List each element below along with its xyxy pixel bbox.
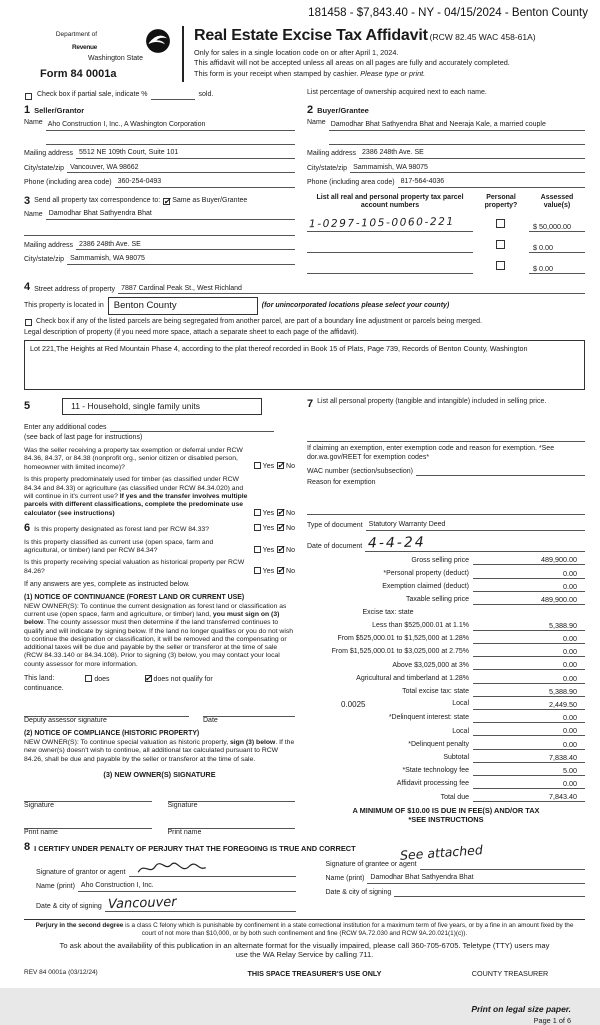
legal-description-field[interactable]: Lot 221,The Heights at Red Mountain Phase 4, according to the plat thereof recorded in Book 15 of Plats, Page 739, Records of Benton County, Washington: [24, 340, 585, 390]
current-use-question: [24, 539, 295, 556]
corr-mailing-label: Mailing address: [24, 241, 74, 249]
yes-label: Yes: [262, 546, 275, 554]
local-label: Local: [452, 699, 469, 707]
rcw-reference: (RCW 82.45 WAC 458-61A): [429, 32, 536, 43]
assessed-values-header: Assessed value(s): [540, 193, 574, 209]
county-treasurer-label: COUNTY TREASURER: [471, 968, 549, 978]
exemption-question-text: Was the seller receiving a property tax exemption or deferral under RCW 84.36, 84.37, or 84.38 (nonprofit org., senior citizen or disabled person, homeowner with limited income)?: [24, 447, 243, 471]
doc-date-field[interactable]: [365, 535, 585, 552]
same-as-buyer-label: Same as Buyer/Grantee: [172, 197, 248, 204]
assessed-value-field-1[interactable]: $ 50,000.00: [529, 222, 585, 232]
if-yes-note: If any answers are yes, complete as instructed below.: [24, 581, 190, 589]
minimum-due-note: [307, 806, 585, 824]
correspondence-heading: Send all property tax correspondence to:: [34, 197, 161, 204]
deputy-date-line[interactable]: [203, 706, 295, 717]
see-attached-handwritten: See attached: [399, 842, 483, 864]
does-not-label: does not qualify for: [153, 676, 213, 684]
deputy-assessor-row: [24, 706, 295, 726]
doc-date-handwritten: 4-4-24: [368, 534, 427, 552]
parties-row: [24, 100, 585, 188]
grantor-signature-scribble: [132, 861, 212, 876]
exemption-question: [24, 447, 295, 472]
technology-fee-value: 5.00: [473, 766, 585, 776]
timber-question-bold: If yes and the transfer involves multiple parcels with different classifications, complete the predominate use calculator (see instructions): [24, 493, 248, 517]
delinquent-interest-state-label: *Delinquent interest: state: [388, 714, 469, 722]
notice-compliance-title: (2) NOTICE OF COMPLIANCE (HISTORIC PROPERTY): [24, 730, 200, 738]
parcel-row-3: [307, 253, 585, 274]
delinquent-interest-state-value: 0.00: [473, 713, 585, 723]
alternate-format-note: To ask about the availability of this publication in an alternate format for the visually impaired, please call 360-705-6705. Teletype (TTY) users may use the WA Relay Service by calling 711.: [59, 940, 550, 959]
does-label: does: [94, 676, 110, 684]
legal-description-label: Legal description of property (if you need more space, attach a separate sheet to each page of the affidavit).: [24, 328, 359, 336]
grantee-date-city-field[interactable]: [394, 888, 585, 897]
historical-yes-checkbox[interactable]: [254, 567, 261, 574]
bracket-2-label: From $525,000.01 to $1,525,000 at 1.28%: [337, 635, 469, 643]
rev-number: REV 84 0001a (03/12/24): [24, 968, 98, 976]
forest-land-question: [24, 524, 295, 534]
new-owner-signature-line-2[interactable]: [168, 791, 296, 802]
signature-label: Signature: [24, 801, 54, 809]
parcel-row-1: [307, 211, 585, 232]
partial-sale-left: [24, 89, 307, 100]
section-3-number: 3: [24, 194, 31, 207]
agricultural-value: 0.00: [473, 674, 585, 684]
bracket-4-label: Above $3,025,000 at 3%: [392, 661, 469, 669]
parcel-number-field-3[interactable]: [307, 253, 473, 274]
deputy-date-label: Date: [203, 716, 218, 724]
land-does-not-checkbox[interactable]: [145, 675, 152, 682]
no-label: No: [286, 509, 295, 517]
same-as-buyer-checkbox[interactable]: [163, 198, 170, 205]
parcel-row-2: [307, 232, 585, 253]
personal-deduct-value: 0.00: [473, 569, 585, 579]
partial-sale-label: Check box if partial sale, indicate %: [37, 91, 148, 99]
historical-yes-no: [253, 567, 295, 577]
continuance-label: continuance.: [24, 684, 64, 692]
no-label: No: [286, 463, 295, 471]
new-owner-signature-row-1: [24, 791, 295, 811]
doc-date-label: Date of document: [307, 543, 363, 551]
grantor-signature-label: Signature of grantor or agent: [36, 868, 126, 876]
left-column: [24, 398, 307, 838]
header-note-1: Only for sales in a single location code on or after April 1, 2024.: [194, 47, 399, 57]
timber-question-normal: Is this property predominately used for timber (as classified under RCW 84.34 and 84.33) or agriculture (as classified under RCW 84.34.020) and will continue in it's current use?: [24, 476, 244, 501]
total-due-value: 7,843.40: [473, 792, 585, 802]
exemption-deduct-value: 0.00: [473, 582, 585, 592]
grantee-print-name-field[interactable]: Damodhar Bhat Sathyendra Bhat: [367, 874, 585, 884]
no-label: No: [286, 567, 295, 575]
type-or-print-note: Please type or print.: [360, 69, 426, 79]
partial-sale-checkbox[interactable]: [25, 93, 32, 100]
personal-deduct-label: *Personal property (deduct): [383, 569, 469, 577]
bracket-2-value: 0.00: [473, 634, 585, 644]
grantee-print-name-label: Name (print): [325, 875, 365, 883]
bracket-1-value: 5,388.90: [473, 621, 585, 631]
segregated-checkbox[interactable]: [25, 319, 32, 326]
section-1-seller: [24, 100, 307, 188]
buyer-csz-field[interactable]: Sammamish, WA 98075: [350, 164, 585, 174]
timber-yes-checkbox[interactable]: [254, 509, 261, 516]
total-state-value: 5,388.90: [473, 687, 585, 697]
personal-property-checkbox-1[interactable]: [496, 219, 505, 228]
notice2-text-c: . If the new owner(s) doesn't wish to continue, all additional tax calculated pursuant to RCW 84.26, shall be due and payable by the seller or transferor at the time of sale.: [24, 738, 295, 763]
land-qualify-row: [24, 675, 295, 685]
current-use-question-text: Is this property classified as current use (open space, farm and agricultural, or timber) land per RCW 84.34?: [24, 538, 214, 555]
partial-sale-percent-field[interactable]: [151, 89, 195, 100]
no-label: No: [286, 546, 295, 554]
dor-logo-block: [24, 26, 174, 82]
section-7-heading-row: [307, 398, 585, 412]
taxable-price-value: 489,900.00: [473, 595, 585, 605]
certify-statement: I CERTIFY UNDER PENALTY OF PERJURY THAT THE FOREGOING IS TRUE AND CORRECT: [34, 843, 356, 853]
subtotal-value: 7,838.40: [473, 753, 585, 763]
section-2-number: 2: [307, 104, 314, 116]
parcel-number-field-2[interactable]: [307, 232, 473, 253]
exemption-yes-checkbox[interactable]: [254, 462, 261, 469]
new-owner-print-row: [24, 818, 295, 838]
corr-mailing-field[interactable]: 2386 248th Ave. SE: [76, 241, 295, 251]
grantor-signature-field[interactable]: [129, 861, 296, 878]
notice-continuance-body: [24, 603, 295, 669]
exemption-deduct-label: Exemption claimed (deduct): [382, 582, 469, 590]
personal-property-heading: List all personal property (tangible and intangible) included in selling price.: [317, 397, 547, 405]
treasurer-stamp: 181458 - $7,843.40 - NY - 04/15/2024 - Benton County: [308, 7, 588, 19]
agricultural-label: Agricultural and timberland at 1.28%: [356, 674, 469, 682]
forest-land-question-text: Is this property designated as forest land per RCW 84.33?: [34, 526, 210, 534]
seller-mailing-label: Mailing address: [24, 150, 74, 158]
bracket-3-value: 0.00: [473, 647, 585, 657]
notice2-text-a: NEW OWNER(S): To continue special valuation as historic property,: [24, 738, 230, 746]
corr-blank-line[interactable]: [24, 225, 295, 236]
exemption-code-note: If claiming an exemption, enter exemption code and reason for exemption. *See dor.wa.gov/REET for exemption codes*: [307, 445, 555, 462]
legal-size-note: Print on legal size paper.: [471, 1003, 571, 1014]
buyer-name-label: Name: [307, 118, 326, 126]
delinquent-interest-local-value: 0.00: [473, 726, 585, 736]
section-4-property: [24, 281, 585, 390]
doc-type-label: Type of document: [307, 522, 363, 530]
new-owner-print-line-1[interactable]: [24, 818, 152, 829]
gross-price-label: Gross selling price: [411, 556, 469, 564]
grantor-signature-block: [24, 856, 314, 912]
dept-of-label: Department of: [55, 31, 97, 39]
taxable-price-label: Taxable selling price: [405, 596, 469, 604]
section-8-number: 8: [24, 841, 31, 854]
notice-continuance-title: (1) NOTICE OF CONTINUANCE (FOREST LAND OR CURRENT USE): [24, 594, 245, 602]
buyer-phone-field[interactable]: 817-564-4036: [398, 178, 585, 188]
land-does-checkbox[interactable]: [85, 675, 92, 682]
total-state-label: Total excise tax: state: [402, 688, 469, 695]
print-note-block: [24, 1004, 585, 1025]
grantor-print-name-field[interactable]: Aho Construction I, Inc.: [78, 882, 296, 892]
section-6-number: 6: [24, 522, 31, 535]
section-8-heading: [24, 841, 585, 855]
personal-property-header: Personal property?: [484, 193, 518, 209]
county-select[interactable]: Benton County: [108, 297, 258, 315]
form-title-block: [182, 26, 576, 82]
assessed-value-field-2[interactable]: $ 0.00: [529, 243, 585, 253]
grantee-signature-field[interactable]: [420, 861, 585, 870]
buyer-name-field[interactable]: Damodhar Bhat Sathyendra Bhat and Neeraja Kale, a married couple: [329, 119, 585, 145]
seller-csz-field[interactable]: Vancouver, WA 98662: [67, 164, 295, 174]
street-address-field[interactable]: 7887 Cardinal Peak St., West Richland: [118, 285, 585, 295]
bracket-1-label: Less than $525,000.01 at 1.1%: [372, 622, 469, 630]
wac-number-label: WAC number (section/subsection): [307, 467, 413, 475]
delinquent-penalty-value: 0.00: [473, 740, 585, 750]
segregated-label: Check box if any of the listed parcels are being segregated from another parcel, are part of a boundary line adjustment or parcels being merged.: [36, 318, 482, 326]
seller-phone-field[interactable]: 360-254-0493: [115, 178, 295, 188]
header-note-3: [194, 69, 576, 78]
buyer-phone-label: Phone (including area code): [307, 178, 395, 186]
notice1-text-a: NEW OWNER(S): To continue the current designation as forest land or classification as current use (open space, farm and agriculture, or timber) land,: [24, 602, 287, 618]
timber-question: [24, 476, 295, 518]
grantor-print-name-label: Name (print): [36, 882, 75, 890]
timber-no-checkbox[interactable]: [277, 509, 284, 516]
notice1-text-c: . The county assessor must then determine if the land transferred continues to qualify and will indicate by signing below. If the land no longer qualifies or you do not wish to continue the designation or classification, it will be removed and the compensating or additional taxes will be due and payable by the seller or transferor at the time of sale (RCW 84.33.140 or 84.34.108). Prior to signing (3) below, you may contact your local county assessor for more information.: [24, 619, 294, 668]
minimum-due-text: A MINIMUM OF $10.00 IS DUE IN FEE(S) AND/OR TAX: [352, 806, 540, 816]
header-note-3-text: This form is your receipt when stamped by cashier.: [194, 69, 361, 79]
ownership-note: List percentage of ownership acquired next to each name.: [307, 89, 487, 96]
excise-state-header: Excise tax: state: [362, 608, 414, 616]
this-land-label: This land:: [24, 675, 55, 683]
seller-name-label: Name: [24, 118, 43, 126]
additional-codes-label: Enter any additional codes: [24, 423, 107, 431]
footer-divider: [24, 919, 585, 920]
exemption-no-checkbox[interactable]: [277, 462, 284, 469]
new-owners-signature-title: (3) NEW OWNER(S) SIGNATURE: [103, 769, 216, 779]
yes-label: Yes: [262, 509, 275, 517]
forest-yes-no: [253, 524, 295, 534]
partial-sale-row: [24, 89, 585, 100]
washington-state-label: Washington State: [88, 54, 143, 62]
buyer-mailing-field[interactable]: 2386 248th Ave. SE: [359, 149, 585, 159]
subtotal-label: Subtotal: [443, 753, 469, 761]
parcel-table: [307, 188, 585, 274]
street-address-label: Street address of property: [34, 285, 116, 293]
delinquent-penalty-label: *Delinquent penalty: [408, 740, 469, 748]
rev-row: [24, 969, 585, 978]
historical-question: [24, 559, 295, 576]
dor-logo-icon: [145, 28, 171, 54]
timber-yes-no: [253, 509, 295, 519]
new-owner-signature-line-1[interactable]: [24, 791, 152, 802]
new-owner-print-line-2[interactable]: [168, 818, 296, 829]
section-3-correspondence: [24, 188, 307, 274]
local-rate-row: [307, 700, 469, 710]
form-title: Real Estate Excise Tax Affidavit: [194, 27, 428, 45]
section-4-number: 4: [24, 280, 31, 293]
grantee-date-city-label: Date & city of signing: [325, 888, 392, 896]
sold-label: sold.: [198, 91, 214, 99]
historical-question-text: Is this property receiving special valuation as historical property per RCW 84.26?: [24, 559, 245, 575]
historical-no-checkbox[interactable]: [277, 567, 284, 574]
parcel-number-field-1[interactable]: [307, 211, 473, 232]
buyer-csz-label: City/state/zip: [307, 164, 348, 172]
exemption-yes-no: [253, 462, 295, 472]
section-1-number: 1: [24, 104, 31, 116]
corr-name-field[interactable]: Damodhar Bhat Sathyendra Bhat: [46, 210, 295, 220]
total-due-label: Total due: [440, 793, 469, 801]
seller-csz-label: City/state/zip: [24, 164, 65, 172]
forest-land-text: [24, 524, 250, 534]
reason-exemption-label: Reason for exemption: [307, 479, 376, 487]
corr-name-label: Name: [24, 211, 43, 219]
main-columns: [24, 398, 585, 838]
grantee-signature-label: Signature of grantee or agent: [325, 860, 417, 868]
buyer-heading: Buyer/Grantee: [317, 106, 369, 115]
perjury-bold: Perjury in the second degree: [35, 921, 124, 929]
gross-price-value: 489,900.00: [473, 555, 585, 565]
see-instructions-text: *SEE INSTRUCTIONS: [408, 815, 484, 825]
bracket-4-value: 0.00: [473, 660, 585, 670]
parcel-number-handwritten: 1-0297-105-0060-221: [308, 216, 455, 231]
yes-label: Yes: [262, 525, 275, 533]
timber-question-text: [24, 476, 250, 518]
corr-csz-field[interactable]: Sammamish, WA 98075: [67, 255, 295, 265]
grantee-signature-block: [314, 842, 586, 912]
grantor-date-city-field[interactable]: [105, 896, 296, 912]
forest-no-checkbox[interactable]: [277, 524, 284, 531]
signature-label: Signature: [167, 801, 198, 809]
section-5-number: 5: [24, 399, 31, 412]
seller-phone-label: Phone (including area code): [24, 178, 112, 186]
located-in-label: This property is located in: [24, 301, 104, 309]
parcel-numbers-header: List all real and personal property tax parcel account numbers: [316, 193, 464, 209]
technology-fee-label: *State technology fee: [402, 767, 469, 775]
section-2-buyer: [307, 100, 585, 188]
doc-type-field[interactable]: Statutory Warranty Deed: [366, 521, 585, 531]
deputy-signature-line[interactable]: [24, 706, 189, 717]
revenue-wordmark: Revenue: [72, 43, 97, 51]
seller-mailing-field[interactable]: 5512 NE 109th Court, Suite 101: [76, 149, 295, 159]
seller-heading: Seller/Grantor: [34, 106, 85, 115]
right-column: [307, 398, 585, 838]
local-rate: 0.0025: [341, 699, 366, 709]
assessed-value-field-3[interactable]: $ 0.00: [529, 264, 585, 274]
perjury-text: is a class C felony which is punishable by confinement in a state correctional institution for a maximum term of five years, or by a fine in an amount fixed by the court of not more than $10,000, or by both such confinement and fine (RCW 9A.72.030 and RCW 9A.20.021(1)(c)).: [123, 921, 574, 937]
yes-label: Yes: [262, 567, 275, 575]
additional-codes-field[interactable]: [110, 423, 275, 432]
codes-instructions-note: (see back of last page for instructions): [24, 434, 143, 442]
form-number: Form 84 0001a: [40, 68, 117, 81]
land-use-code-select[interactable]: 11 - Household, single family units: [62, 398, 262, 416]
processing-fee-label: Affidavit processing fee: [396, 780, 469, 788]
grantor-date-city-label: Date & city of signing: [36, 903, 102, 911]
wac-number-field[interactable]: [416, 467, 585, 476]
processing-fee-value: 0.00: [473, 779, 585, 789]
divider-line: [307, 514, 585, 515]
bracket-3-label: From $1,525,000.01 to $3,025,000 at 2.75%: [331, 648, 469, 656]
page-indicator: Page 1 of 6: [533, 1015, 571, 1025]
forest-yes-checkbox[interactable]: [254, 524, 261, 531]
notice1-text-bold: you must sign on (3) below: [24, 610, 280, 627]
correspondence-parcels-row: [24, 188, 585, 274]
deputy-signature-label: Deputy assessor signature: [24, 716, 107, 724]
treasurer-use-only-label: THIS SPACE TREASURER'S USE ONLY: [247, 968, 382, 978]
grantor-city-handwritten: Vancouver: [107, 894, 177, 913]
seller-name-field[interactable]: Aho Construction I, Inc., A Washington Corporation: [46, 119, 295, 145]
yes-label: Yes: [262, 463, 275, 471]
print-name-label: Print name: [24, 828, 58, 836]
personal-property-checkbox-2[interactable]: [496, 240, 505, 249]
header-note-2: This affidavit will not be accepted unless all areas on all pages are fully and accurately completed.: [194, 58, 510, 68]
current-use-yes-no: [253, 546, 295, 556]
section-7-number: 7: [307, 397, 314, 410]
form-header: [24, 26, 576, 82]
current-use-no-checkbox[interactable]: [277, 546, 284, 553]
current-use-yes-checkbox[interactable]: [254, 546, 261, 553]
divider-line: [307, 441, 585, 442]
local-value: 2,449.50: [473, 700, 585, 710]
personal-property-checkbox-3[interactable]: [496, 261, 505, 270]
buyer-mailing-label: Mailing address: [307, 150, 357, 158]
perjury-statement: [24, 922, 585, 938]
no-label: No: [286, 525, 295, 533]
corr-csz-label: City/state/zip: [24, 255, 65, 263]
unincorporated-note: (for unincorporated locations please select your county): [261, 301, 450, 309]
print-name-label: Print name: [167, 828, 202, 836]
notice-compliance-body: [24, 739, 295, 764]
notice2-text-bold: sign (3) below: [230, 738, 276, 746]
delinquent-interest-local-label: Local: [452, 727, 469, 735]
